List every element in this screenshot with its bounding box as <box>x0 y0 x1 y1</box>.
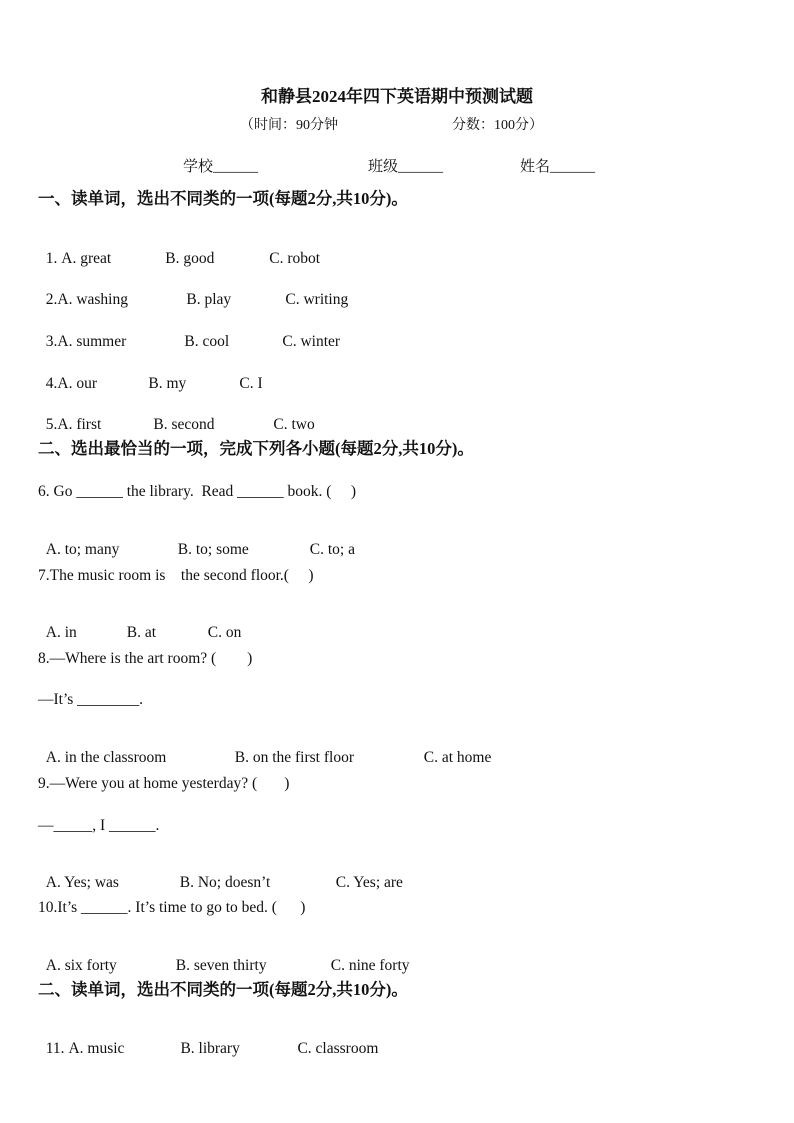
question-number: 1. <box>45 249 62 267</box>
option-b: B. seven thirty <box>175 956 267 974</box>
option-a: A. in <box>45 623 77 641</box>
question-4 <box>38 360 263 391</box>
section-2-heading: 二、选出最恰当的一项，完成下列各小题(每题2分,共10分)。 <box>38 439 474 458</box>
exam-score: 分数：100分） <box>452 118 543 133</box>
question-6-options <box>38 526 355 557</box>
option-c: C. Yes; are <box>335 873 403 891</box>
name-field: 姓名______ <box>520 159 596 175</box>
option-b: B. on the first floor <box>234 748 354 766</box>
option-c: C. writing <box>285 290 349 308</box>
option-b: B. second <box>153 415 215 433</box>
page-title: 和静县2024年四下英语期中预测试题 <box>261 87 533 106</box>
option-c: C. to; a <box>309 540 355 558</box>
question-number: 2. <box>45 290 58 308</box>
option-b: B. library <box>180 1039 240 1057</box>
option-c: C. two <box>273 415 315 433</box>
question-8-stem: 8.—Where is the art room? ( ) <box>38 650 253 667</box>
question-8-options <box>38 734 491 765</box>
question-9-options <box>38 859 403 890</box>
option-b: B. good <box>165 249 215 267</box>
section-3-heading: 二、读单词，选出不同类的一项(每题2分,共10分)。 <box>38 980 408 999</box>
question-5 <box>38 401 315 432</box>
option-a: A. music <box>68 1039 125 1057</box>
question-2 <box>38 276 348 307</box>
option-a: A. our <box>57 374 97 392</box>
option-c: C. classroom <box>297 1039 379 1057</box>
option-b: B. play <box>186 290 232 308</box>
question-7-options <box>38 609 241 640</box>
option-c: C. at home <box>423 748 492 766</box>
question-number: 11. <box>45 1039 69 1057</box>
option-a: A. first <box>57 415 102 433</box>
class-field: 班级______ <box>368 159 444 175</box>
option-c: C. robot <box>269 249 321 267</box>
question-6-stem: 6. Go ______ the library. Read ______ book. ( ) <box>38 483 356 500</box>
option-a: A. Yes; was <box>45 873 119 891</box>
question-3 <box>38 318 340 349</box>
option-a: A. great <box>61 249 112 267</box>
question-7-stem: 7.The music room is the second floor.( ) <box>38 567 314 584</box>
option-c: C. on <box>207 623 242 641</box>
option-b: B. No; doesn’t <box>179 873 271 891</box>
option-c: C. winter <box>282 332 341 350</box>
option-a: A. six forty <box>45 956 117 974</box>
question-number: 3. <box>45 332 58 350</box>
option-a: A. to; many <box>45 540 120 558</box>
section-1-heading: 一、读单词，选出不同类的一项(每题2分,共10分)。 <box>38 189 408 208</box>
option-c: C. I <box>239 374 263 392</box>
question-9-answer: —_____, I ______. <box>38 817 160 834</box>
school-field: 学校______ <box>183 159 259 175</box>
option-a: A. in the classroom <box>45 748 167 766</box>
question-number: 4. <box>45 374 58 392</box>
option-b: B. cool <box>184 332 230 350</box>
question-11 <box>38 1025 378 1056</box>
question-9-stem: 9.—Were you at home yesterday? ( ) <box>38 775 290 792</box>
option-b: B. my <box>148 374 187 392</box>
option-b: B. to; some <box>177 540 249 558</box>
question-number: 5. <box>45 415 58 433</box>
question-8-answer: —It’s ________. <box>38 691 144 708</box>
option-c: C. nine forty <box>330 956 410 974</box>
question-10-stem: 10.It’s ______. It’s time to go to bed. ( ) <box>38 899 306 916</box>
option-a: A. summer <box>57 332 127 350</box>
option-a: A. washing <box>57 290 128 308</box>
option-b: B. at <box>126 623 157 641</box>
question-10-options <box>38 942 410 973</box>
exam-time: （时间：90分钟 <box>240 118 338 133</box>
question-1 <box>38 235 320 266</box>
